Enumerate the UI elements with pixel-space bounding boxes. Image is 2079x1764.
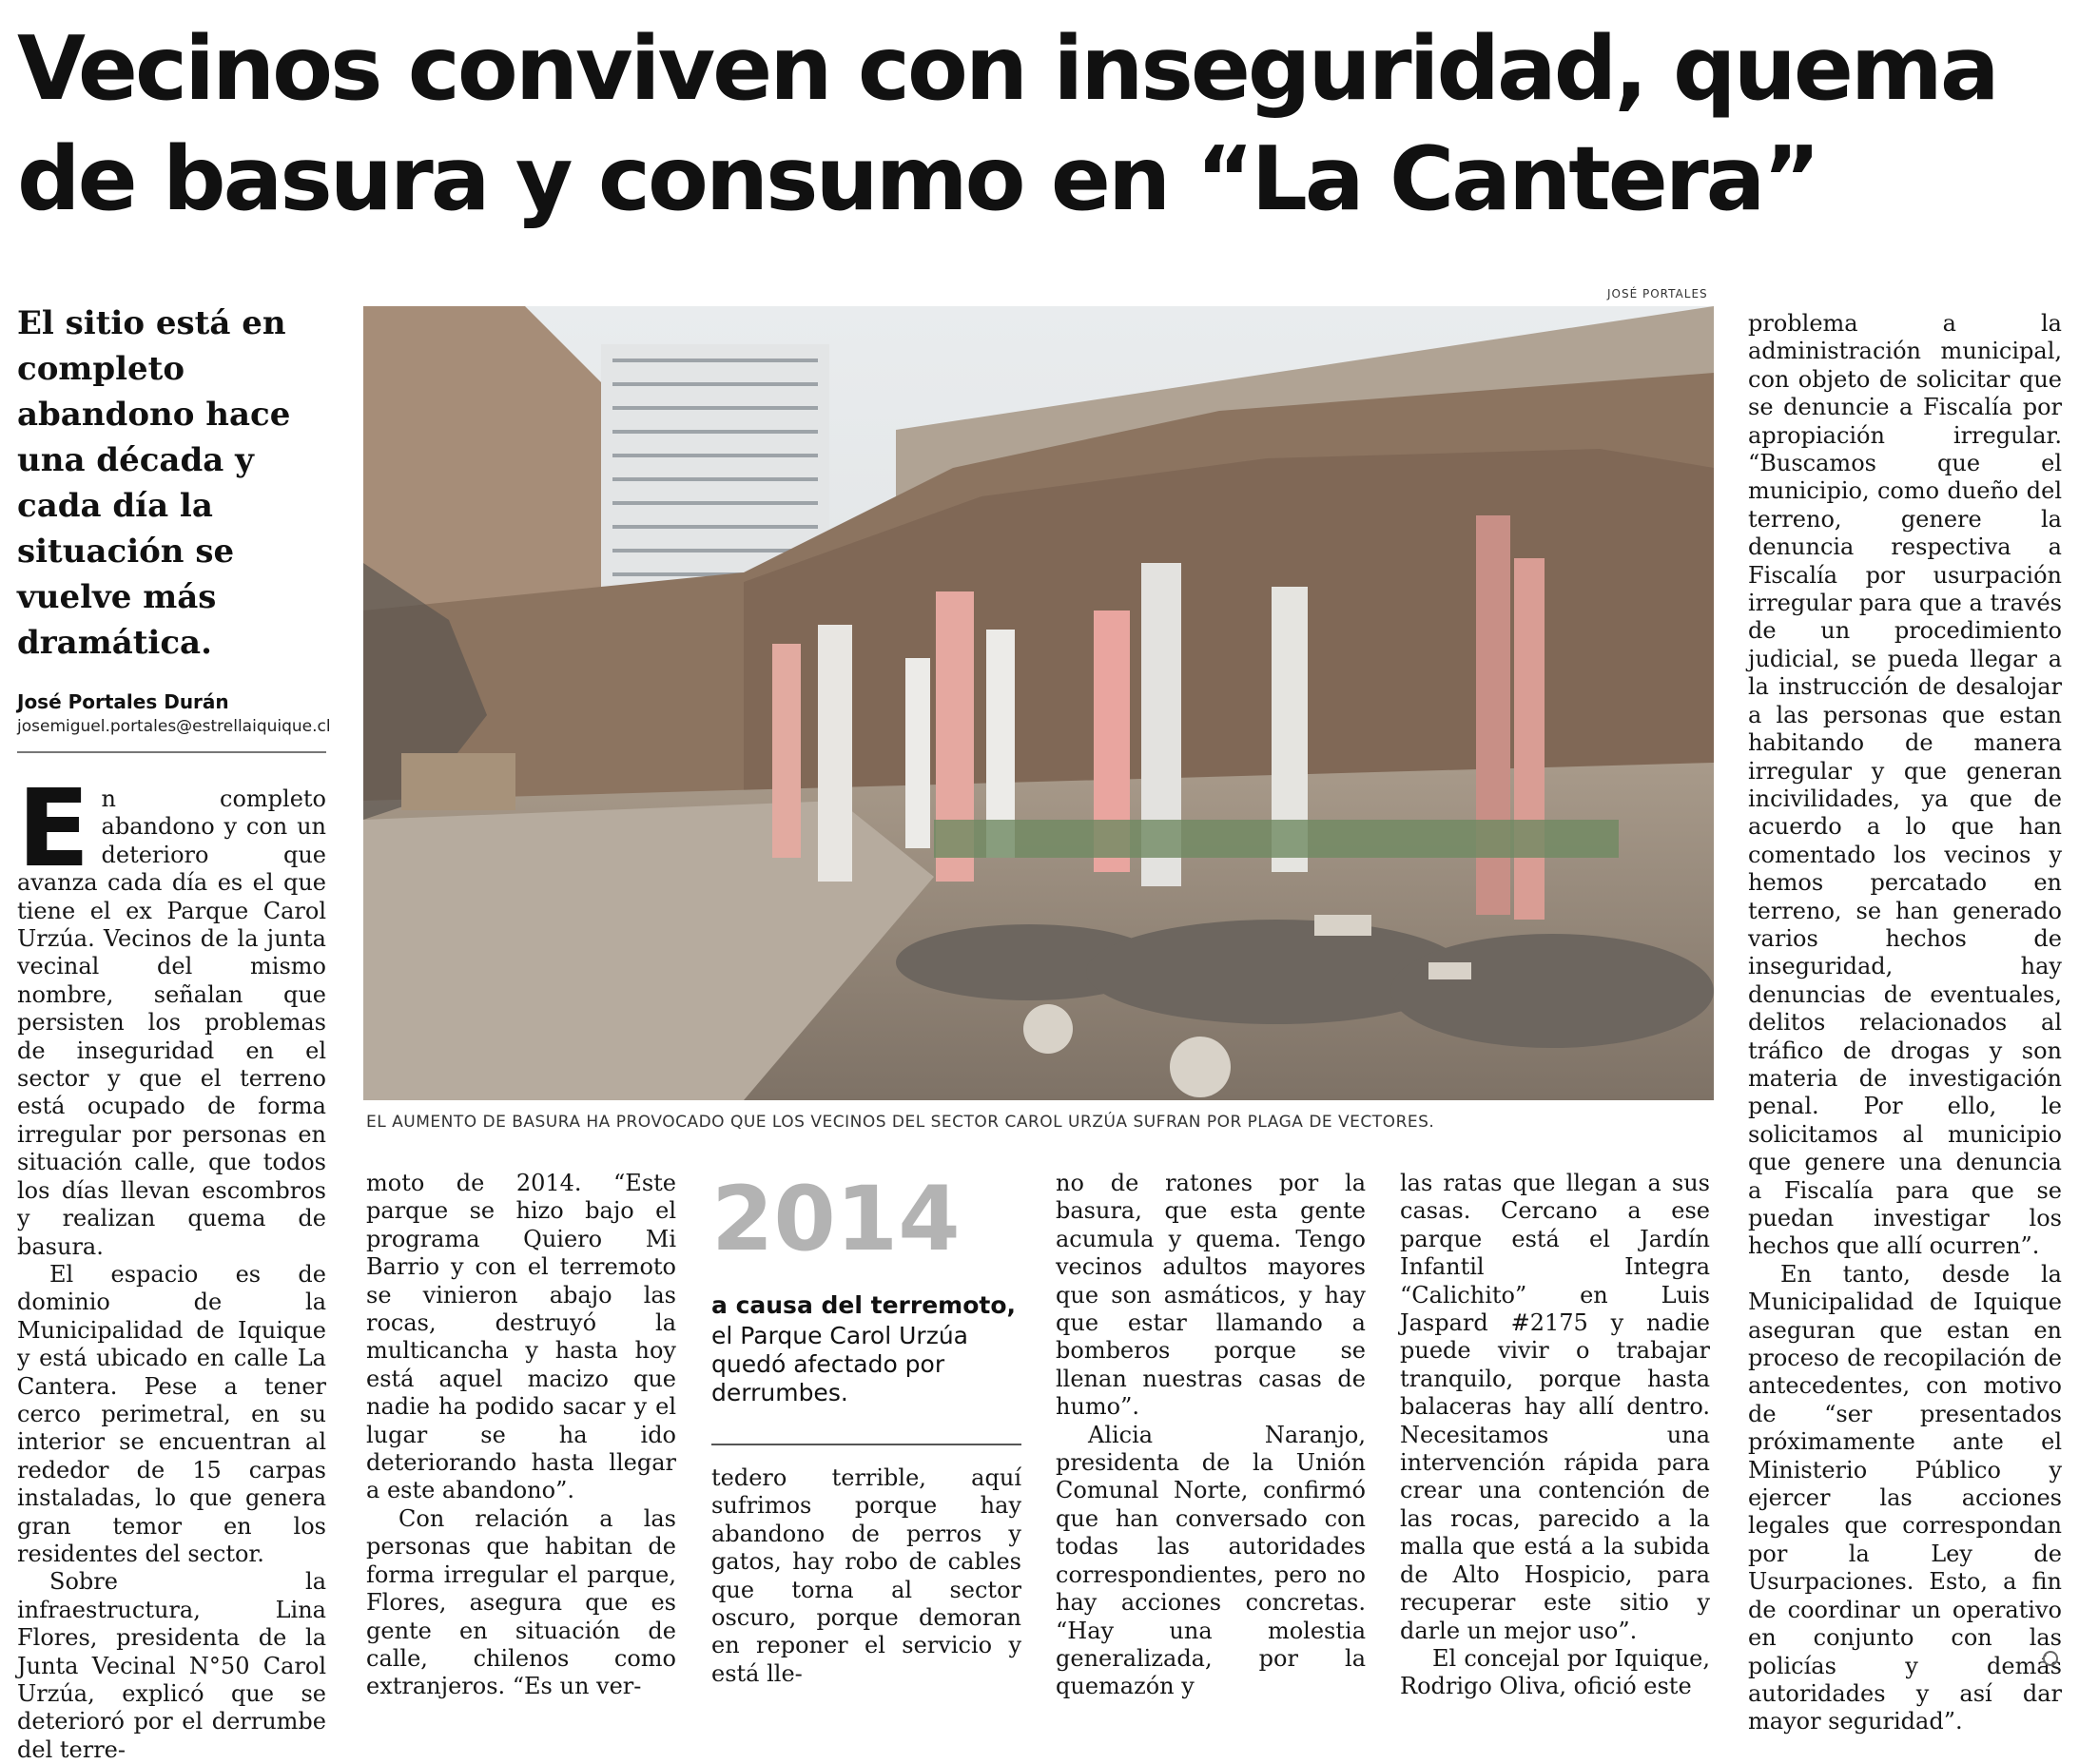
- body-paragraph: El espacio es de dominio de la Municipalidad de Iquique y está ubicado en calle La Cantera. Pese a tener cerco perimetral, en su interior se encuentran al rededor de 15 carpas instaladas, lo que genera gran temor en los residentes del sector.: [17, 1260, 326, 1567]
- body-column-5: [1400, 1170, 1710, 1701]
- body-column-4: [1056, 1170, 1366, 1701]
- body-paragraph: Alicia Naranjo, presidenta de la Unión Comunal Norte, confirmó que han conversado con todas las autoridades correspondientes, pero no hay acciones concretas. “Hay una molestia generalizada, por la quemazón y: [1056, 1421, 1366, 1700]
- callout-text: el Parque Carol Urzúa quedó afectado por derrumbes.: [711, 1322, 968, 1406]
- body-column-2: [366, 1170, 676, 1701]
- photo-credit: JOSÉ PORTALES: [1607, 287, 1708, 300]
- article-photo: [363, 306, 1714, 1100]
- callout-year: 2014: [711, 1168, 961, 1271]
- body-paragraph: moto de 2014. “Este parque se hizo bajo el programa Quiero Mi Barrio y con el terremoto se vinieron abajo las rocas, destruyó la multicancha y hasta hoy está aquel macizo que nadie ha podido sacar y el lugar se ha ido deteriorando hasta llegar a este abandono”.: [366, 1170, 676, 1504]
- body-paragraph: Con relación a las personas que habitan de forma irregular el parque, Flores, asegura que es gente en situación de calle, chilenos como extranjeros. “Es un ver-: [366, 1504, 676, 1700]
- body-paragraph: [17, 767, 326, 1261]
- body-paragraph: En tanto, desde la Municipalidad de Iquique aseguran que estan en proceso de recopilación de antecedentes, con motivo de “ser presentados próximamente ante el Ministerio Público y ejercer las acciones legales que correspondan por la Ley de Usurpaciones. Esto, a fin de coordinar un operativo en conjunto con las policías y demás autoridades y así dar mayor seguridad”.: [1748, 1260, 2062, 1735]
- body-paragraph: no de ratones por la basura, que esta gente acumula y quema. Tengo vecinos adultos mayores que son asmáticos, y hay que estar llamando a bomberos porque se llenan nuestras casas de humo”.: [1056, 1170, 1366, 1421]
- headline-line-2: de basura y consumo en “La Cantera”: [17, 127, 1818, 230]
- lede-summary: El sitio está en completo abandono hace una década y cada día la situación se vuelve más dramática.: [17, 304, 291, 662]
- body-paragraph: las ratas que llegan a sus casas. Cercano a ese parque está el Jardín Infantil Integra “Calichito” en Luis Jaspard #2175 y nadie puede vivir o trabajar tranquilo, porque hasta balaceras hay allí dentro. Necesitamos una intervención rápida para crear una contención de las rocas, parecido a la malla que está a la subida de Alto Hospicio, para recuperar este sitio y darle un mejor uso”.: [1400, 1170, 1710, 1644]
- end-of-article-icon: [2043, 1651, 2058, 1666]
- byline-email: josemiguel.portales@estrellaiquique.cl: [17, 717, 331, 736]
- headline: [17, 13, 2071, 234]
- byline-name: José Portales Durán: [17, 690, 229, 713]
- callout-divider: [711, 1444, 1021, 1445]
- park-ruins-illustration: [363, 306, 1714, 1100]
- body-paragraph: problema a la administración municipal, con objeto de solicitar que se denuncie a Fiscalía por apropiación irregular. “Buscamos que el municipio, como dueño del terreno, genere la denuncia respectiva a Fiscalía por usurpación irregular para que a través de un procedimiento judicial, se pueda llegar a la instrucción de desalojar a las personas que estan habitando de manera irregular y que generan incivilidades, ya que de acuerdo a lo que han comentado los vecinos y hemos percatado en terreno, se han generado varios hechos de inseguridad, hay denuncias de eventuales, delitos relacionados al tráfico de drogas y son materia de investigación penal. Por ello, le solicitamos al municipio que genere una denuncia a Fiscalía para que se puedan investigar los hechos que allí ocurren”.: [1748, 310, 2062, 1260]
- paragraph-text: n completo abandono y con un deterioro que avanza cada día es el que tiene el ex Parque Carol Urzúa. Vecinos de la junta vecinal del mismo nombre, señalan que persisten los problemas de inseguridad en el sector y que el terreno está ocupado de forma irregular por personas en situación calle, que todos los días llevan escombros y realizan quema de basura.: [17, 785, 326, 1260]
- body-paragraph: El concejal por Iquique, Rodrigo Oliva, ofició este: [1400, 1644, 1710, 1700]
- photo-caption: EL AUMENTO DE BASURA HA PROVOCADO QUE LOS VECINOS DEL SECTOR CAROL URZÚA SUFRAN POR PLAGA DE VECTORES.: [366, 1113, 1435, 1132]
- body-column-3: [711, 1464, 1021, 1688]
- body-column-6: [1748, 310, 2062, 1736]
- callout-heading: a causa del terremoto,: [711, 1291, 1017, 1319]
- byline-divider: [17, 751, 326, 753]
- drop-cap: E: [17, 767, 90, 891]
- body-paragraph: tedero terrible, aquí sufrimos porque hay abandono de perros y gatos, hay robo de cables que torna al sector oscuro, porque demoran en reponer el servicio y está lle-: [711, 1464, 1021, 1687]
- body-paragraph: Sobre la infraestructura, Lina Flores, presidenta de la Junta Vecinal N°50 Carol Urzúa, explicó que se deterioró por el derrumbe del terre-: [17, 1568, 326, 1763]
- headline-line-1: Vecinos conviven con inseguridad, quema: [17, 17, 1997, 120]
- body-column-1: [17, 767, 326, 1764]
